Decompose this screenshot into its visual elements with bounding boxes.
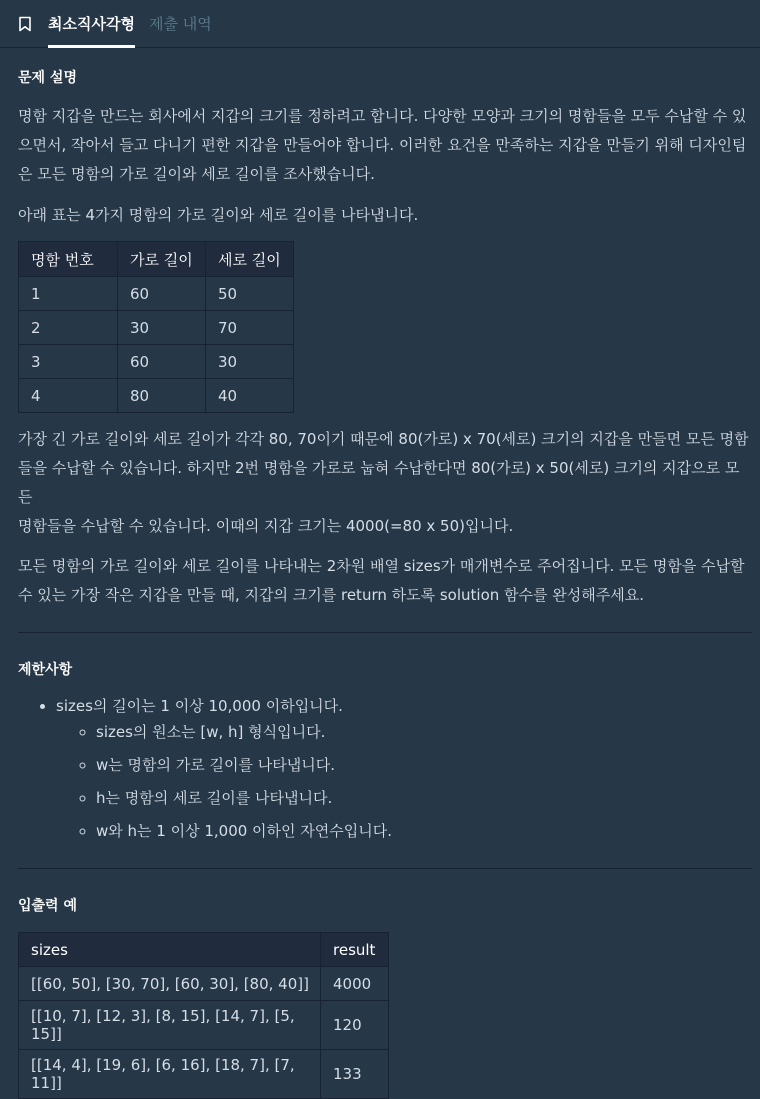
- table-cell: 4000: [321, 967, 389, 1001]
- tab-submissions-label: 제출 내역: [148, 15, 212, 33]
- card-size-table: [18, 241, 294, 413]
- table-row: [19, 1050, 389, 1099]
- task-line: 모든 명함의 가로 길이와 세로 길이를 나타내는 2차원 배열 sizes가 매개변수로 주어집니다. 모든 명함을 수납할: [18, 557, 745, 575]
- table-cell: 30: [118, 311, 206, 345]
- table-row: [19, 277, 294, 311]
- problem-task: [18, 552, 752, 610]
- table-cell: 30: [206, 345, 294, 379]
- table-caption: 아래 표는 4가지 명함의 가로 길이와 세로 길이를 나타냅니다.: [18, 206, 419, 224]
- problem-intro: [18, 102, 752, 189]
- tab-problem-label: 최소직사각형: [48, 15, 135, 33]
- tab-bar: [0, 0, 760, 48]
- tab-submissions[interactable]: [149, 0, 212, 47]
- list-item: [56, 696, 752, 841]
- constraints-heading: 제한사항: [18, 662, 73, 678]
- list-item: ◦ w와 h는 1 이상 1,000 이하인 자연수입니다.: [96, 821, 752, 841]
- problem-explanation: [18, 425, 752, 541]
- bookmark-icon[interactable]: [18, 16, 32, 32]
- table-cell: 2: [19, 311, 118, 345]
- table-header-row: [19, 933, 389, 967]
- section-divider: [18, 868, 752, 869]
- table-cell: 60: [118, 345, 206, 379]
- table-header-cell: 명함 번호: [19, 242, 118, 277]
- explain-line: 명함들을 수납할 수 있습니다. 이때의 지갑 크기는 4000(=80 x 50)입니다.: [18, 517, 514, 535]
- list-item: ◦ h는 명함의 세로 길이를 나타냅니다.: [96, 788, 752, 808]
- table-header-cell: sizes: [19, 933, 321, 967]
- table-row: [19, 967, 389, 1001]
- table-cell: 70: [206, 311, 294, 345]
- table-cell: 3: [19, 345, 118, 379]
- problem-heading: 문제 설명: [18, 70, 77, 86]
- intro-line: 명함 지갑을 만드는 회사에서 지갑의 크기를 정하려고 합니다. 다양한 모양과 크기의 명함들을 모두 수납할 수 있: [18, 107, 747, 125]
- table-cell: 50: [206, 277, 294, 311]
- table-cell: 40: [206, 379, 294, 413]
- list-item: ◦ w는 명함의 가로 길이를 나타냅니다.: [96, 755, 752, 775]
- examples-heading: 입출력 예: [18, 898, 77, 914]
- table-row: [19, 345, 294, 379]
- table-cell: [[60, 50], [30, 70], [60, 30], [80, 40]]: [19, 967, 321, 1001]
- table-row: [19, 379, 294, 413]
- table-cell: [[10, 7], [12, 3], [8, 15], [14, 7], [5, 15]]: [19, 1001, 321, 1050]
- table-header-cell: result: [321, 933, 389, 967]
- list-item: ◦ sizes의 원소는 [w, h] 형식입니다.: [96, 722, 752, 742]
- table-cell: 60: [118, 277, 206, 311]
- task-line: 수 있는 가장 작은 지갑을 만들 때, 지갑의 크기를 return 하도록 solution 함수를 완성해주세요.: [18, 586, 644, 604]
- intro-line: 은 모든 명함의 가로 길이와 세로 길이를 조사했습니다.: [18, 165, 375, 183]
- tab-problem[interactable]: [18, 0, 135, 47]
- table-header-row: [19, 242, 294, 277]
- table-cell: 1: [19, 277, 118, 311]
- table-row: [19, 311, 294, 345]
- table-cell: 120: [321, 1001, 389, 1050]
- explain-line: 들을 수납할 수 있습니다. 하지만 2번 명함을 가로로 눕혀 수납한다면 80(가로) x 50(세로) 크기의 지갑으로 모든: [18, 459, 740, 506]
- intro-line: 으면서, 작아서 들고 다니기 편한 지갑을 만들어야 합니다. 이러한 요건을 만족하는 지갑을 만들기 위해 디자인팀: [18, 136, 747, 154]
- table-cell: 133: [321, 1050, 389, 1099]
- constraint-text: sizes의 길이는 1 이상 10,000 이하입니다.: [56, 697, 343, 715]
- explain-line: 가장 긴 가로 길이와 세로 길이가 각각 80, 70이기 때문에 80(가로) x 70(세로) 크기의 지갑을 만들면 모든 명함: [18, 430, 749, 448]
- table-cell: 4: [19, 379, 118, 413]
- table-row: [19, 1001, 389, 1050]
- examples-table: [18, 932, 389, 1099]
- table-header-cell: 가로 길이: [118, 242, 206, 277]
- problem-content: [0, 67, 760, 1099]
- section-divider: [18, 632, 752, 633]
- constraints-list: [18, 696, 752, 841]
- constraints-sublist: [56, 722, 752, 841]
- table-header-cell: 세로 길이: [206, 242, 294, 277]
- table-cell: 80: [118, 379, 206, 413]
- table-cell: [[14, 4], [19, 6], [6, 16], [18, 7], [7, 11]]: [19, 1050, 321, 1099]
